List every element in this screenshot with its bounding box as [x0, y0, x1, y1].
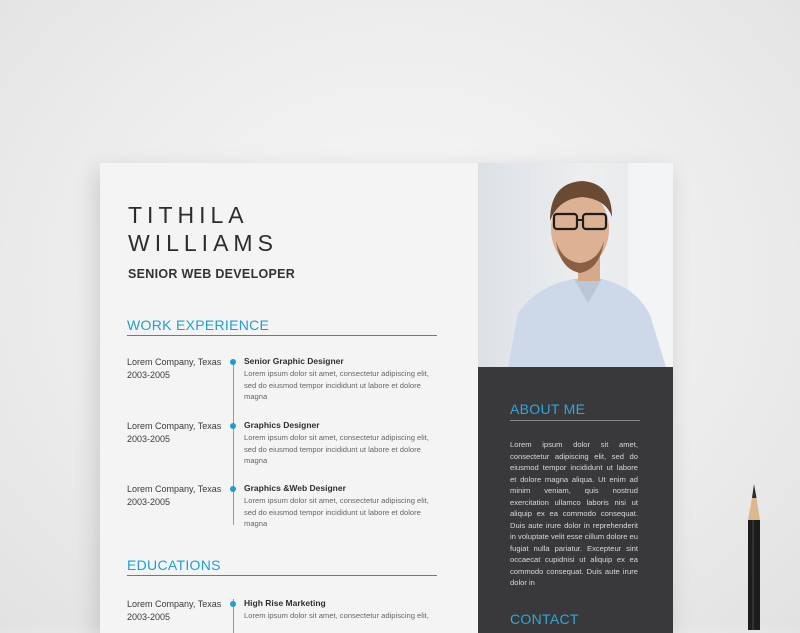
- educations-heading: EDUCATIONS: [127, 557, 221, 573]
- about-me-heading: ABOUT ME: [510, 401, 586, 417]
- entry-description: Lorem ipsum dolor sit amet, consectetur adipiscing elit, sed do eiusmod tempor incididunt ut labore et dolore magna: [244, 496, 429, 528]
- timeline-dot: [230, 486, 236, 492]
- education-entry: [100, 598, 478, 633]
- entry-years: 2003-2005: [127, 612, 171, 622]
- section-divider: [510, 420, 640, 421]
- entry-company: Lorem Company, Texas: [127, 421, 222, 431]
- entry-title: High Rise Marketing: [244, 598, 326, 608]
- about-me-text: Lorem ipsum dolor sit amet, consectetur adipiscing elit, sed do eiusmod tempor incididunt ut labore et dolore magna aliqua. Ut enim ad minim veniam, quis nostrud exercitation ullamco laboris nisi ut aliquip ex ea commodo consequat. Duis aute irure dolor in reprehenderit in voluptate velit esse cillum dolore eu fugiat nulla pariatur. Excepteur sint occaecat cupidnisi ut aliquip ex ea commodo consequat. Duis aute irure dolor in: [510, 440, 638, 587]
- sidebar-panel: [478, 367, 673, 633]
- entry-title: Graphics &Web Designer: [244, 483, 346, 493]
- timeline-dot: [230, 423, 236, 429]
- resume-name: [128, 201, 278, 257]
- entry-years: 2003-2005: [127, 497, 171, 507]
- entry-description: Lorem ipsum dolor sit amet, consectetur adipiscing elit, sed do eiusmod tempor incididunt ut labore et dolore magna: [244, 369, 429, 401]
- first-name: TITHILA: [128, 202, 249, 228]
- entry-company: Lorem Company, Texas: [127, 357, 222, 367]
- timeline-dot: [230, 359, 236, 365]
- work-experience-heading: WORK EXPERIENCE: [127, 317, 270, 333]
- entry-title: Graphics Designer: [244, 420, 320, 430]
- contact-heading: CONTACT: [510, 611, 579, 627]
- entry-description: Lorem ipsum dolor sit amet, consectetur adipiscing elit,: [244, 611, 429, 620]
- entry-company: Lorem Company, Texas: [127, 599, 222, 609]
- entry-title: Senior Graphic Designer: [244, 356, 344, 366]
- entry-company: Lorem Company, Texas: [127, 484, 222, 494]
- entry-years: 2003-2005: [127, 370, 171, 380]
- work-entry: [100, 356, 478, 416]
- profile-photo: [478, 163, 673, 367]
- resume-sheet: [100, 163, 673, 633]
- timeline-dot: [230, 601, 236, 607]
- entry-description: Lorem ipsum dolor sit amet, consectetur adipiscing elit, sed do eiusmod tempor incididunt ut labore et dolore magna: [244, 433, 429, 465]
- section-divider: [127, 335, 437, 336]
- pencil-icon: [738, 480, 774, 630]
- work-entry: [100, 420, 478, 480]
- work-entry: [100, 483, 478, 543]
- last-name: WILLIAMS: [128, 230, 278, 256]
- section-divider: [127, 575, 437, 576]
- job-title: SENIOR WEB DEVELOPER: [128, 267, 296, 281]
- entry-years: 2003-2005: [127, 434, 171, 444]
- profile-photo-illustration: [478, 163, 673, 367]
